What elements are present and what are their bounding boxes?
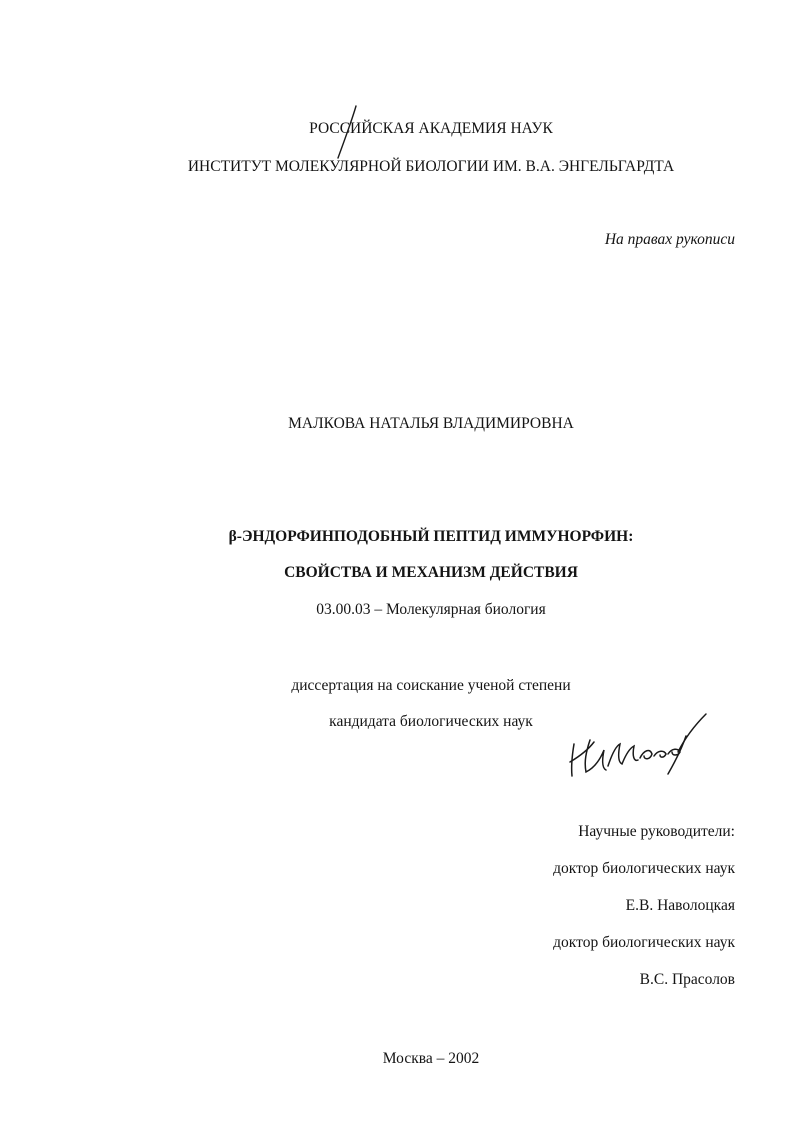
- city-and-year: Москва – 2002: [382, 1050, 480, 1067]
- handwritten-signature: [560, 700, 720, 790]
- thesis-title-line-2: СВОЙСТВА И МЕХАНИЗМ ДЕЙСТВИЯ: [284, 564, 578, 581]
- manuscript-rights-note: На правах рукописи: [604, 231, 735, 248]
- organization-name: РОССИЙСКАЯ АКАДЕМИЯ НАУК: [309, 120, 553, 137]
- supervisors-heading: Научные руководители:: [578, 823, 735, 840]
- institute-name: ИНСТИТУТ МОЛЕКУЛЯРНОЙ БИОЛОГИИ ИМ. В.А. ЭНГЕЛЬГАРДТА: [187, 158, 675, 175]
- supervisor-1-name: Е.В. Наволоцкая: [625, 897, 735, 914]
- thesis-title-line-1: β-ЭНДОРФИНПОДОБНЫЙ ПЕПТИД ИММУНОРФИН:: [228, 528, 634, 545]
- degree-statement-line-1: диссертация на соискание ученой степени: [291, 677, 571, 694]
- supervisor-2-degree: доктор биологических наук: [553, 934, 735, 951]
- pen-stroke-mark: [330, 102, 370, 162]
- degree-statement-line-2: кандидата биологических наук: [329, 713, 533, 730]
- specialty-code: 03.00.03 – Молекулярная биология: [316, 601, 546, 618]
- supervisor-2-name: В.С. Прасолов: [639, 971, 735, 988]
- supervisor-1-degree: доктор биологических наук: [553, 860, 735, 877]
- author-name: МАЛКОВА НАТАЛЬЯ ВЛАДИМИРОВНА: [288, 415, 574, 432]
